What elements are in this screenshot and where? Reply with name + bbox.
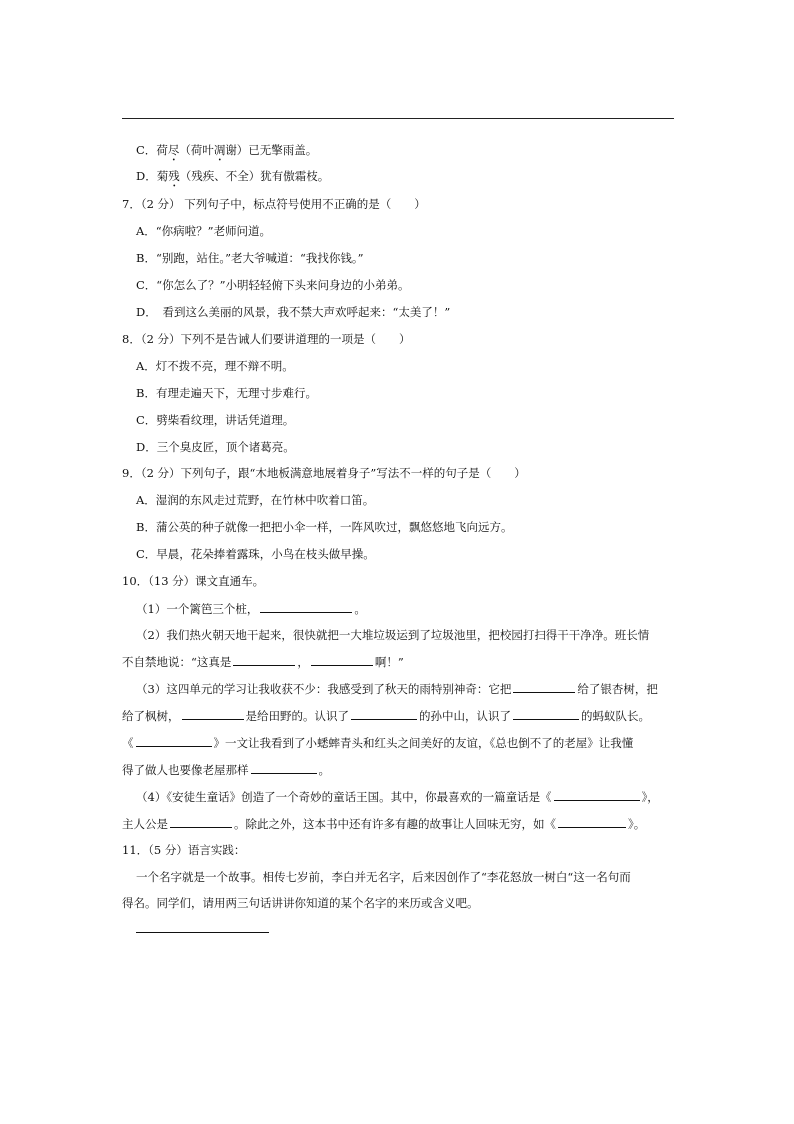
q10-part1: （1）一个篱笆三个桩， 。 — [136, 602, 366, 616]
answer-blank[interactable] — [170, 815, 232, 828]
q11-body-line2: 得名。同学们，请用两三句话讲讲你知道的某个名字的来历或含义吧。 — [122, 896, 479, 910]
q9-option-a: A．湿润的东风走过荒野，在竹林中吹着口笛。 — [136, 493, 375, 507]
header-rule — [122, 118, 674, 119]
emphasized-character: 尽 — [167, 143, 180, 157]
answer-blank[interactable] — [513, 680, 575, 693]
q10-part3-line1: （3）这四单元的学习让我收获不少：我感受到了秋天的雨特别神奇：它把 给了银杏树，把 — [136, 682, 658, 696]
q10-part2-line1: （2）我们热火朝天地干起来，很快就把一大堆垃圾运到了垃圾池里，把校园打扫得干干净净。班长情 — [136, 628, 650, 642]
answer-line[interactable] — [136, 932, 269, 933]
q8-option-c: C．劈柴看纹理，讲话凭道理。 — [136, 413, 295, 427]
q9-option-c: C．早晨，花朵捧着露珠，小鸟在枝头做早操。 — [136, 547, 375, 561]
answer-blank[interactable] — [558, 815, 626, 828]
q11-body-line1: 一个名字就是一个故事。相传七岁前，李白并无名字，后来因创作了“李花怒放一树白“这一名句而 — [136, 870, 631, 884]
answer-blank[interactable] — [182, 707, 244, 720]
answer-blank[interactable] — [251, 761, 317, 774]
q8-option-d: D．三个臭皮匠，顶个诸葛亮。 — [136, 440, 295, 454]
emphasized-character: 残 — [168, 169, 180, 183]
emphasized-character: 凋 — [213, 143, 226, 157]
q7-stem: 7．（2 分） 下列句子中，标点符号使用不正确的是（ ） — [122, 197, 426, 211]
q7-option-b: B．“别跑，站住。”老大爷喊道：“我找你钱。” — [136, 251, 364, 265]
q7-option-d: D． 看到这么美丽的风景，我不禁大声欢呼起来：“太美了！” — [136, 305, 451, 319]
q9-stem: 9．（2 分）下列句子，跟“木地板满意地展着身子”写法不一样的句子是（ ） — [122, 466, 526, 480]
q6-option-c: C．荷尽（荷叶凋谢）已无擎雨盖。 — [136, 143, 318, 157]
q7-option-c: C．“你怎么了？”小明轻轻俯下头来问身边的小弟弟。 — [136, 278, 410, 292]
q10-part4-line1: （4）《安徒生童话》创造了一个奇妙的童话王国。其中，你最喜欢的一篇童话是《 》， — [136, 790, 659, 804]
answer-blank[interactable] — [136, 734, 212, 747]
q7-option-a: A．“你病啦？”老师问道。 — [136, 224, 272, 238]
q8-option-b: B．有理走遍天下，无理寸步难行。 — [136, 386, 317, 400]
q8-option-a: A．灯不拨不亮，理不辩不明。 — [136, 359, 294, 373]
q6-option-d: D．菊残（残疾、不全）犹有傲霜枝。 — [136, 169, 330, 183]
answer-blank[interactable] — [311, 653, 373, 666]
q10-stem: 10．（13 分）课文直通车。 — [122, 574, 265, 588]
q10-part3-line3: 《 》一文让我看到了小蟋蟀青头和红头之间美好的友谊，《总也倒不了的老屋》让我懂 — [122, 736, 634, 750]
q10-part4-line2: 主人公是 。除此之外，这本书中还有许多有趣的故事让人回味无穷，如《 》。 — [122, 817, 646, 831]
q10-part3-line2: 给了枫树， 是给田野的。认识了 的孙中山，认识了 的蚂蚁队长。 — [122, 709, 650, 723]
q10-part2-line2: 不自禁地说：“这真是 ， 啊！” — [122, 655, 404, 669]
answer-blank[interactable] — [351, 707, 417, 720]
q10-part3-line4: 得了做人也要像老屋那样 。 — [122, 763, 330, 777]
answer-blank[interactable] — [554, 788, 640, 801]
q11-stem: 11．（5 分）语言实践： — [122, 843, 246, 857]
answer-blank[interactable] — [233, 653, 295, 666]
q8-stem: 8．（2 分）下列不是告诫人们要讲道理的一项是（ ） — [122, 332, 411, 346]
answer-blank[interactable] — [260, 600, 352, 613]
answer-blank[interactable] — [513, 707, 579, 720]
q9-option-b: B．蒲公英的种子就像一把把小伞一样，一阵风吹过，飘悠悠地飞向远方。 — [136, 520, 513, 534]
